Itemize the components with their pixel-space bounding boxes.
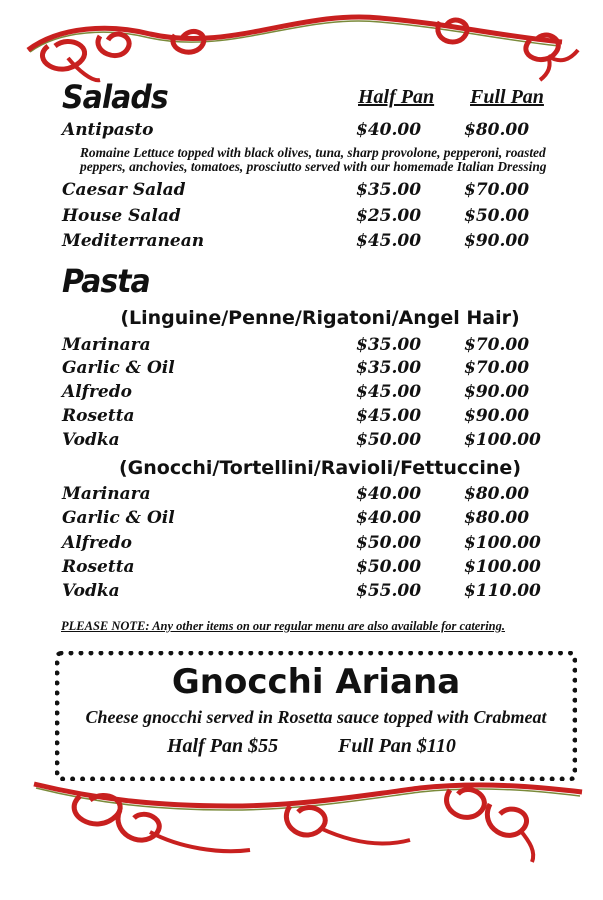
half-pan-price: $40.00 (356, 508, 422, 528)
half-pan-price: $35.00 (356, 335, 422, 355)
half-pan-price: $50.00 (356, 430, 422, 450)
top-ribbon-decoration (0, 0, 603, 90)
menu-row-group1-marinara (0, 333, 603, 357)
menu-row-group2-marinara (0, 482, 603, 506)
full-pan-price: $100.00 (464, 430, 541, 450)
half-pan-price: $50.00 (356, 557, 422, 577)
full-pan-price: $90.00 (464, 406, 530, 426)
item-name: House Salad (62, 206, 181, 226)
pasta-heading: Pasta (62, 262, 150, 301)
menu-row-caesar-salad (0, 178, 603, 202)
half-pan-price: $50.00 (356, 533, 422, 553)
menu-row-mediterranean (0, 229, 603, 253)
item-name: Marinara (62, 335, 151, 355)
full-pan-price: $100.00 (464, 533, 541, 553)
full-pan-price: $70.00 (464, 180, 530, 200)
description-line: Romaine Lettuce topped with black olives, tuna, sharp provolone, pepperoni, roasted (80, 145, 546, 160)
salads-heading: Salads (62, 78, 168, 117)
special-title: Gnocchi Ariana (171, 662, 461, 702)
full-pan-header: Full Pan (470, 86, 544, 108)
menu-row-antipasto (0, 118, 603, 142)
item-name: Garlic & Oil (62, 508, 175, 528)
menu-row-group1-vodka (0, 428, 603, 452)
full-pan-price: $80.00 (464, 508, 530, 528)
menu-row-group2-vodka (0, 579, 603, 603)
full-pan-price: $80.00 (464, 120, 530, 140)
menu-row-group2-rosetta (0, 555, 603, 579)
half-pan-price: $40.00 (356, 120, 422, 140)
item-name: Marinara (62, 484, 151, 504)
half-pan-price: $35.00 (356, 358, 422, 378)
half-pan-price: $45.00 (356, 231, 422, 251)
full-pan-price: $90.00 (464, 382, 530, 402)
item-name: Vodka (62, 430, 120, 450)
pasta-group1-label: (Linguine/Penne/Rigatoni/Angel Hair) (120, 307, 520, 329)
item-name: Rosetta (62, 406, 135, 426)
menu-row-group2-garlic-oil (0, 506, 603, 530)
item-name: Rosetta (62, 557, 135, 577)
pasta-group2-label: (Gnocchi/Tortellini/Ravioli/Fettuccine) (119, 457, 521, 479)
half-pan-header: Half Pan (358, 86, 435, 108)
half-pan-price: $45.00 (356, 382, 422, 402)
half-pan-price: $45.00 (356, 406, 422, 426)
full-pan-price: $110.00 (464, 581, 541, 601)
half-pan-price: $35.00 (356, 180, 422, 200)
half-pan-price: $25.00 (356, 206, 422, 226)
special-full-price: Full Pan $110 (338, 735, 456, 757)
menu-row-house-salad (0, 204, 603, 228)
half-pan-price: $55.00 (356, 581, 422, 601)
full-pan-price: $70.00 (464, 358, 530, 378)
menu-row-group1-alfredo (0, 380, 603, 404)
full-pan-price: $80.00 (464, 484, 530, 504)
description-line: peppers, anchovies, tomatoes, prosciutto served with our homemade Italian Dressing (80, 159, 547, 174)
catering-note: PLEASE NOTE: Any other items on our regular menu are also available for catering. (61, 619, 506, 633)
menu-row-group1-rosetta (0, 404, 603, 428)
half-pan-price: $40.00 (356, 484, 422, 504)
special-description: Cheese gnocchi served in Rosetta sauce topped with Crabmeat (85, 707, 547, 727)
menu-row-group2-alfredo (0, 531, 603, 555)
menu-row-group1-garlic-oil (0, 356, 603, 380)
item-name: Garlic & Oil (62, 358, 175, 378)
item-name: Caesar Salad (62, 180, 186, 200)
full-pan-price: $50.00 (464, 206, 530, 226)
bottom-ribbon-decoration (0, 770, 603, 870)
special-half-price: Half Pan $55 (167, 735, 279, 757)
full-pan-price: $100.00 (464, 557, 541, 577)
item-name: Mediterranean (62, 231, 205, 251)
antipasto-description (80, 146, 580, 174)
item-name: Alfredo (62, 382, 132, 402)
item-name: Alfredo (62, 533, 132, 553)
item-name: Antipasto (62, 120, 154, 140)
full-pan-price: $90.00 (464, 231, 530, 251)
full-pan-price: $70.00 (464, 335, 530, 355)
item-name: Vodka (62, 581, 120, 601)
